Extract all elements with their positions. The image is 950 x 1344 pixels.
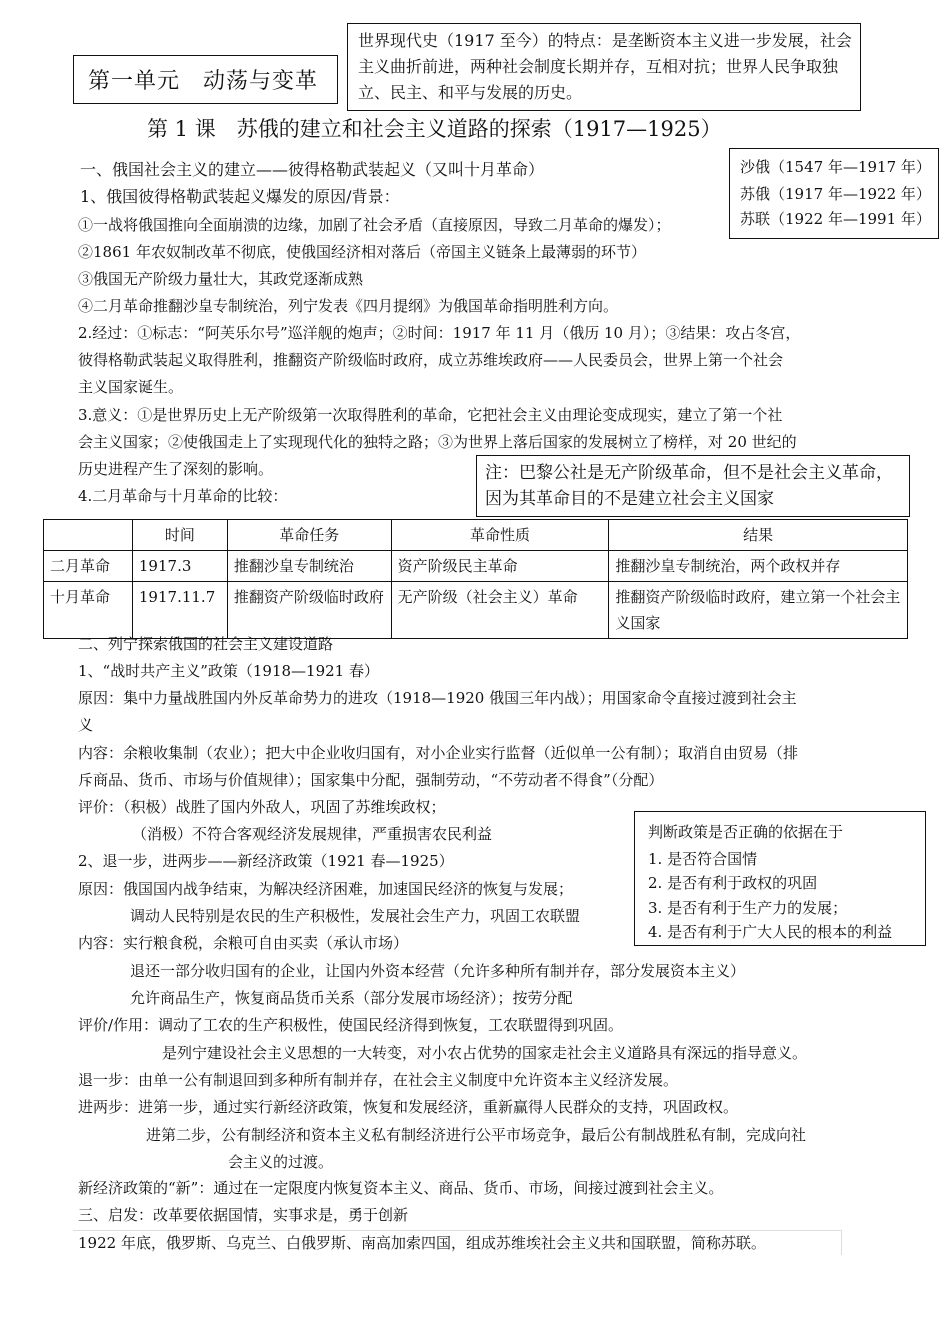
nep-content: 允许商品生产，恢复商品货币关系（部分发展市场经济）；按劳分配 (130, 989, 573, 1007)
paris-commune-note-box (476, 455, 910, 517)
table-cell: 1917.11.7 (132, 582, 227, 639)
policy-judgement-box (634, 811, 926, 946)
war-communism-reason: 原因：集中力量战胜国内外反革命势力的进攻（1918—1920 俄国三年内战）；用国家命令直接过渡到社会主 (78, 689, 797, 707)
war-communism-title: 1、“战时共产主义”政策（1918—1921 春） (78, 662, 379, 680)
section-one-heading: 一、俄国社会主义的建立——彼得格勒武装起义（又叫十月革命） (80, 160, 545, 179)
table-header-cell (44, 520, 133, 551)
table-cell: 推翻沙皇专制统治，两个政权并存 (609, 551, 908, 582)
significance-line: 历史进程产生了深刻的影响。 (78, 460, 274, 478)
reason-item: ①一战将俄国推向全面崩溃的边缘，加剧了社会矛盾（直接原因，导致二月革命的爆发）； (78, 216, 671, 234)
policy-judgement-item: 4. 是否有利于广大人民的根本的利益 (648, 923, 893, 941)
war-communism-content: 斥商品、货币、市场与价值规律）；国家集中分配，强制劳动，“不劳动者不得食”（分配） (78, 771, 664, 789)
table-cell: 推翻沙皇专制统治 (227, 551, 391, 582)
policy-judgement-item: 1. 是否符合国情 (648, 850, 758, 868)
comparison-heading: 4.二月革命与十月革命的比较： (78, 487, 288, 505)
table-header-cell: 结果 (609, 520, 908, 551)
table-header-cell: 革命性质 (391, 520, 609, 551)
section-one-sub-heading: 1、俄国彼得格勒武装起义爆发的原因/背景： (80, 187, 400, 206)
table-header-row (44, 520, 908, 551)
table-cell: 无产阶级（社会主义）革命 (391, 582, 609, 639)
process-line: 2.经过：①标志：“阿芙乐尔号”巡洋舰的炮声；②时间：1917 年 11 月（俄历 10 月）；③结果：攻占冬宫， (78, 324, 801, 342)
nep-content: 退还一部分收归国有的企业，让国内外资本经营（允许多种所有制并存，部分发展资本主义） (130, 962, 746, 980)
war-communism-content: 内容：余粮收集制（农业）；把大中企业收归国有，对小企业实行监督（近似单一公有制）；取消自由贸易（排 (78, 744, 799, 762)
table-cell: 推翻资产阶级临时政府，建立第一个社会主义国家 (609, 582, 908, 639)
unit-title-box (73, 55, 338, 104)
process-line: 彼得格勒武装起义取得胜利，推翻资产阶级临时政府，成立苏维埃政府——人民委员会，世界上第一个社会 (78, 351, 784, 369)
reason-item: ③俄国无产阶级力量壮大，其政党逐渐成熟 (78, 270, 364, 288)
nep-reason: 原因：俄国国内战争结束，为解决经济困难，加速国民经济的恢复与发展； (78, 880, 574, 898)
nep-content: 内容：实行粮食税，余粮可自由买卖（承认市场） (78, 934, 409, 952)
table-cell: 资产阶级民主革命 (391, 551, 609, 582)
nep-evaluation: 评价/作用：调动了工农的生产积极性，使国民经济得到恢复，工农联盟得到巩固。 (78, 1016, 624, 1034)
war-communism-reason: 义 (78, 716, 94, 734)
reason-item: ④二月革命推翻沙皇专制统治，列宁发表《四月提纲》为俄国革命指明胜利方向。 (78, 297, 619, 315)
table-header-cell: 时间 (132, 520, 227, 551)
era-line: 苏联（1922 年—1991 年） (740, 210, 931, 228)
step-forward-line: 进两步：进第一步，通过实行新经济政策，恢复和发展经济，重新赢得人民群众的支持，巩固政权。 (78, 1098, 739, 1116)
section-three-heading: 三、启发：改革要依据国情，实事求是，勇于创新 (78, 1206, 409, 1224)
war-communism-evaluation: 评价：（积极）战胜了国内外敌人，巩固了苏维埃政权； (78, 798, 446, 816)
table-cell: 1917.3 (132, 551, 227, 582)
reason-item: ②1861 年农奴制改革不彻底，使俄国经济相对落后（帝国主义链条上最薄弱的环节） (78, 243, 646, 261)
process-line: 主义国家诞生。 (78, 378, 184, 396)
revolution-comparison-table (43, 519, 908, 639)
ussr-formation-line: 1922 年底，俄罗斯、乌克兰、白俄罗斯、南高加索四国，组成苏维埃社会主义共和国联盟，简称苏联。 (78, 1234, 766, 1252)
era-line: 苏俄（1917 年—1922 年） (740, 185, 931, 203)
significance-line: 会主义国家；②使俄国走上了实现现代化的独特之路；③为世界上落后国家的发展树立了榜样，对 20 世纪的 (78, 433, 797, 451)
table-cell: 十月革命 (44, 582, 133, 639)
step-back-line: 退一步：由单一公有制退回到多种所有制并存，在社会主义制度中允许资本主义经济发展。 (78, 1071, 679, 1089)
table-cell: 二月革命 (44, 551, 133, 582)
nep-new-line: 新经济政策的“新”：通过在一定限度内恢复资本主义、商品、货币、市场，间接过渡到社会主义。 (78, 1179, 724, 1197)
unit-title: 第一单元 动荡与变革 (88, 69, 319, 94)
table-row (44, 582, 908, 639)
section-two-heading: 二、列宁探索俄国的社会主义建设道路 (78, 635, 334, 653)
step-forward-line: 会主义的过渡。 (228, 1153, 334, 1171)
modern-history-features-text: 世界现代史（1917 至今）的特点：是垄断资本主义进一步发展，社会主义曲折前进，两种社会制度长期并存，互相对抗；世界人民争取独立、民主、和平与发展的历史。 (358, 31, 852, 102)
table-header-cell: 革命任务 (227, 520, 391, 551)
modern-history-features-box (347, 23, 861, 111)
nep-title: 2、退一步，进两步——新经济政策（1921 春—1925） (78, 852, 454, 870)
policy-judgement-title: 判断政策是否正确的依据在于 (648, 823, 844, 841)
table-row (44, 551, 908, 582)
step-forward-line: 进第二步，公有制经济和资本主义私有制经济进行公平市场竞争，最后公有制战胜私有制，完成向社 (146, 1126, 807, 1144)
nep-evaluation: 是列宁建设社会主义思想的一大转变，对小农占优势的国家走社会主义道路具有深远的指导意义。 (162, 1044, 808, 1062)
table-cell: 推翻资产阶级临时政府 (227, 582, 391, 639)
policy-judgement-item: 3. 是否有利于生产力的发展； (648, 899, 848, 917)
policy-judgement-item: 2. 是否有利于政权的巩固 (648, 874, 818, 892)
lesson-title: 第 1 课 苏俄的建立和社会主义道路的探索（1917—1925） (147, 117, 722, 141)
paris-commune-note: 注：巴黎公社是无产阶级革命，但不是社会主义革命，因为其革命目的不是建立社会主义国家 (485, 463, 893, 509)
era-line: 沙俄（1547 年—1917 年） (740, 158, 931, 176)
war-communism-evaluation: （消极）不符合客观经济发展规律，严重损害农民利益 (132, 825, 493, 843)
significance-line: 3.意义：①是世界历史上无产阶级第一次取得胜利的革命，它把社会主义由理论变成现实，建立了第一个社 (78, 406, 783, 424)
nep-reason: 调动人民特别是农民的生产积极性，发展社会生产力，巩固工农联盟 (130, 907, 581, 925)
russia-era-box (729, 148, 939, 239)
